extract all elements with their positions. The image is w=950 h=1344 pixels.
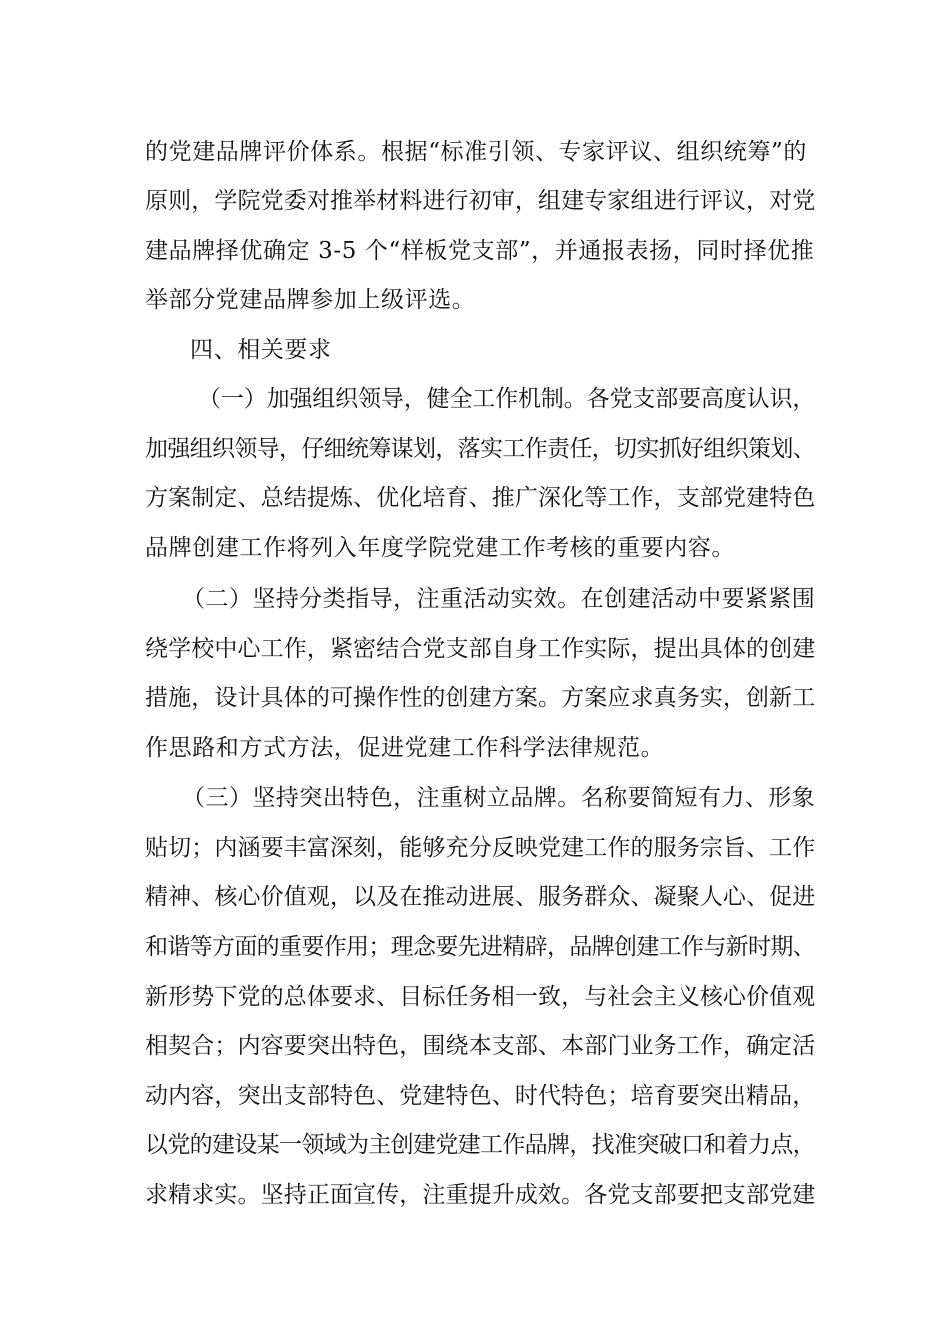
text-line: 以党的建设某一领域为主创建党建工作品牌，找准突破口和着力点， (145, 1132, 816, 1158)
text-line: 加强组织领导，仔细统筹谋划，落实工作责任，切实抓好组织策划、 (145, 436, 816, 462)
text-line: （三）坚持突出特色，注重树立品牌。名称要简短有力、形象 (182, 785, 816, 811)
text-line: 贴切；内涵要丰富深刻，能够充分反映党建工作的服务宗旨、工作 (145, 835, 816, 861)
text-line: （一）加强组织领导，健全工作机制。各党支部要高度认识， (198, 386, 816, 412)
text-line: 新形势下党的总体要求、目标任务相一致，与社会主义核心价值观 (145, 984, 816, 1010)
text-line: 绕学校中心工作，紧密结合党支部自身工作实际，提出具体的创建 (145, 636, 816, 662)
text-line: 措施，设计具体的可操作性的创建方案。方案应求真务实，创新工 (145, 685, 816, 711)
text-line: 建品牌择优确定 3-5 个“样板党支部”，并通报表扬，同时择优推 (145, 238, 815, 264)
text-line: 原则，学院党委对推举材料进行初审，组建专家组进行评议，对党 (145, 188, 816, 214)
text-line: 求精求实。坚持正面宣传，注重提升成效。各党支部要把支部党建 (145, 1182, 816, 1208)
text-line: 的党建品牌评价体系。根据“标准引领、专家评议、组织统筹”的 (145, 139, 807, 165)
text-line: （二）坚持分类指导，注重活动实效。在创建活动中要紧紧围 (182, 586, 816, 612)
text-line: 和谐等方面的重要作用；理念要先进精辟，品牌创建工作与新时期、 (145, 934, 816, 960)
text-line: 精神、核心价值观，以及在推动进展、服务群众、凝聚人心、促进 (145, 884, 816, 910)
section-heading: 四、相关要求 (190, 337, 332, 363)
text-line: 动内容，突出支部特色、党建特色、时代特色；培育要突出精品， (145, 1083, 816, 1109)
text-line: 品牌创建工作将列入年度学院党建工作考核的重要内容。 (145, 535, 735, 561)
text-line: 作思路和方式方法，促进党建工作科学法律规范。 (145, 735, 665, 761)
text-line: 相契合；内容要突出特色，围绕本支部、本部门业务工作，确定活 (145, 1033, 816, 1059)
text-line: 举部分党建品牌参加上级评选。 (145, 287, 476, 313)
text-line: 方案制定、总结提炼、优化培育、推广深化等工作，支部党建特色 (145, 485, 816, 511)
